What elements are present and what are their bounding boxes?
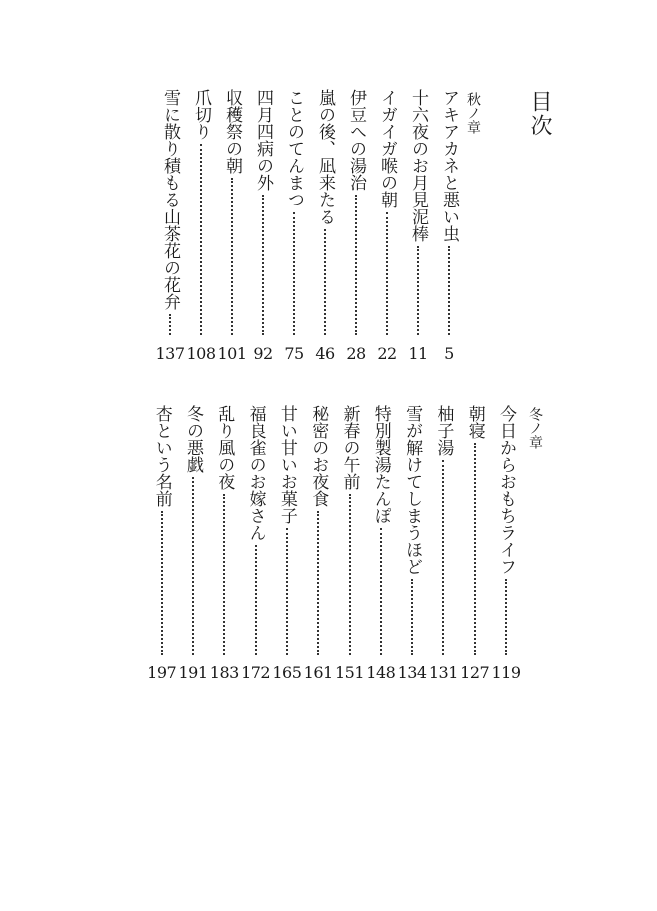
toc-leader-dots — [231, 178, 233, 335]
toc-entry-title: 甘い甘いお菓子 — [276, 405, 297, 524]
toc-leader-dots — [262, 195, 264, 335]
toc-entry-title: 雪に散り積もる山茶花の花弁 — [160, 89, 180, 310]
toc-leader-dots — [223, 494, 225, 655]
toc-leader-dots — [442, 460, 444, 655]
toc-entry-title: 十六夜のお月見泥棒 — [408, 89, 428, 242]
toc-leader-dots — [417, 246, 419, 335]
toc-entry-title: ことのてんまつ — [284, 89, 304, 208]
toc-leader-dots — [200, 144, 202, 335]
toc-entry-title: 伊豆への湯治 — [346, 89, 366, 191]
toc-page-number: 11 — [408, 344, 428, 363]
toc-leader-dots — [386, 212, 388, 335]
toc-page-number: 137 — [155, 344, 185, 363]
toc-leader-dots — [505, 579, 507, 655]
toc-leader-dots — [317, 511, 319, 655]
toc-leader-dots — [293, 212, 295, 335]
toc-page-number: 161 — [303, 663, 333, 682]
toc-entry-title: 乱り風の夜 — [214, 405, 235, 490]
toc-entry-title: 秘密のお夜食 — [308, 405, 329, 507]
toc-page-number: 119 — [491, 663, 521, 682]
toc-leader-dots — [324, 229, 326, 335]
toc-leader-dots — [349, 494, 351, 655]
toc-entry-title: アキアカネと悪い虫 — [439, 89, 459, 242]
toc-entry-title: 新春の午前 — [339, 405, 360, 490]
toc-entry-title: 杏という名前 — [151, 405, 172, 507]
toc-page-number: 197 — [147, 663, 177, 682]
toc-entry-title: 収穫祭の朝 — [222, 89, 242, 174]
toc-page-number: 127 — [460, 663, 490, 682]
toc-entry-title: 福良雀のお嫁さん — [245, 405, 266, 541]
toc-page-number: 108 — [186, 344, 216, 363]
toc-entry-title: 今日からおもちライフ — [496, 405, 516, 575]
toc-page-number: 191 — [178, 663, 208, 682]
toc-page-number: 46 — [315, 344, 335, 363]
toc-entry-title: イガイガ喉の朝 — [377, 89, 397, 208]
toc-leader-dots — [448, 246, 450, 335]
section-label: 冬ノ章 — [527, 407, 543, 449]
page-title: 目次 — [527, 90, 552, 138]
toc-page-number: 134 — [397, 663, 427, 682]
toc-page-number: 151 — [334, 663, 365, 682]
toc-entry-title: 冬の悪戯 — [183, 405, 203, 473]
toc-page-number: 172 — [241, 663, 271, 682]
toc-page-number: 101 — [217, 344, 247, 363]
toc-leader-dots — [255, 545, 257, 655]
toc-leader-dots — [192, 477, 194, 655]
toc-page-number: 148 — [366, 663, 396, 682]
toc-leader-dots — [474, 443, 476, 655]
toc-leader-dots — [286, 528, 288, 655]
toc-page-number: 28 — [346, 344, 366, 363]
toc-page-number: 131 — [428, 663, 458, 682]
toc-entry-title: 朝寝 — [464, 405, 485, 439]
toc-page-number: 75 — [284, 344, 304, 363]
section-label: 秋ノ章 — [465, 92, 481, 134]
toc-entry-title: 雪が解けてしまうほど — [402, 405, 423, 575]
toc-leader-dots — [411, 579, 413, 655]
toc-entry-title: 柚子湯 — [433, 405, 454, 456]
toc-leader-dots — [161, 511, 163, 655]
toc-page-number: 22 — [377, 344, 397, 363]
toc-entry-title: 嵐の後、凪来たる — [315, 89, 335, 225]
toc-page-number: 5 — [444, 344, 454, 363]
toc-page-number: 183 — [209, 663, 239, 682]
toc-page-number: 165 — [272, 663, 302, 682]
toc-leader-dots — [355, 195, 357, 335]
toc-entry-title: 特別製湯たんぽ — [370, 405, 391, 524]
toc-leader-dots — [169, 314, 171, 335]
toc-leader-dots — [380, 528, 382, 655]
toc-page-number: 92 — [253, 344, 273, 363]
toc-entry-title: 四月四病の外 — [253, 89, 273, 191]
toc-entry-title: 爪切り — [191, 89, 211, 140]
